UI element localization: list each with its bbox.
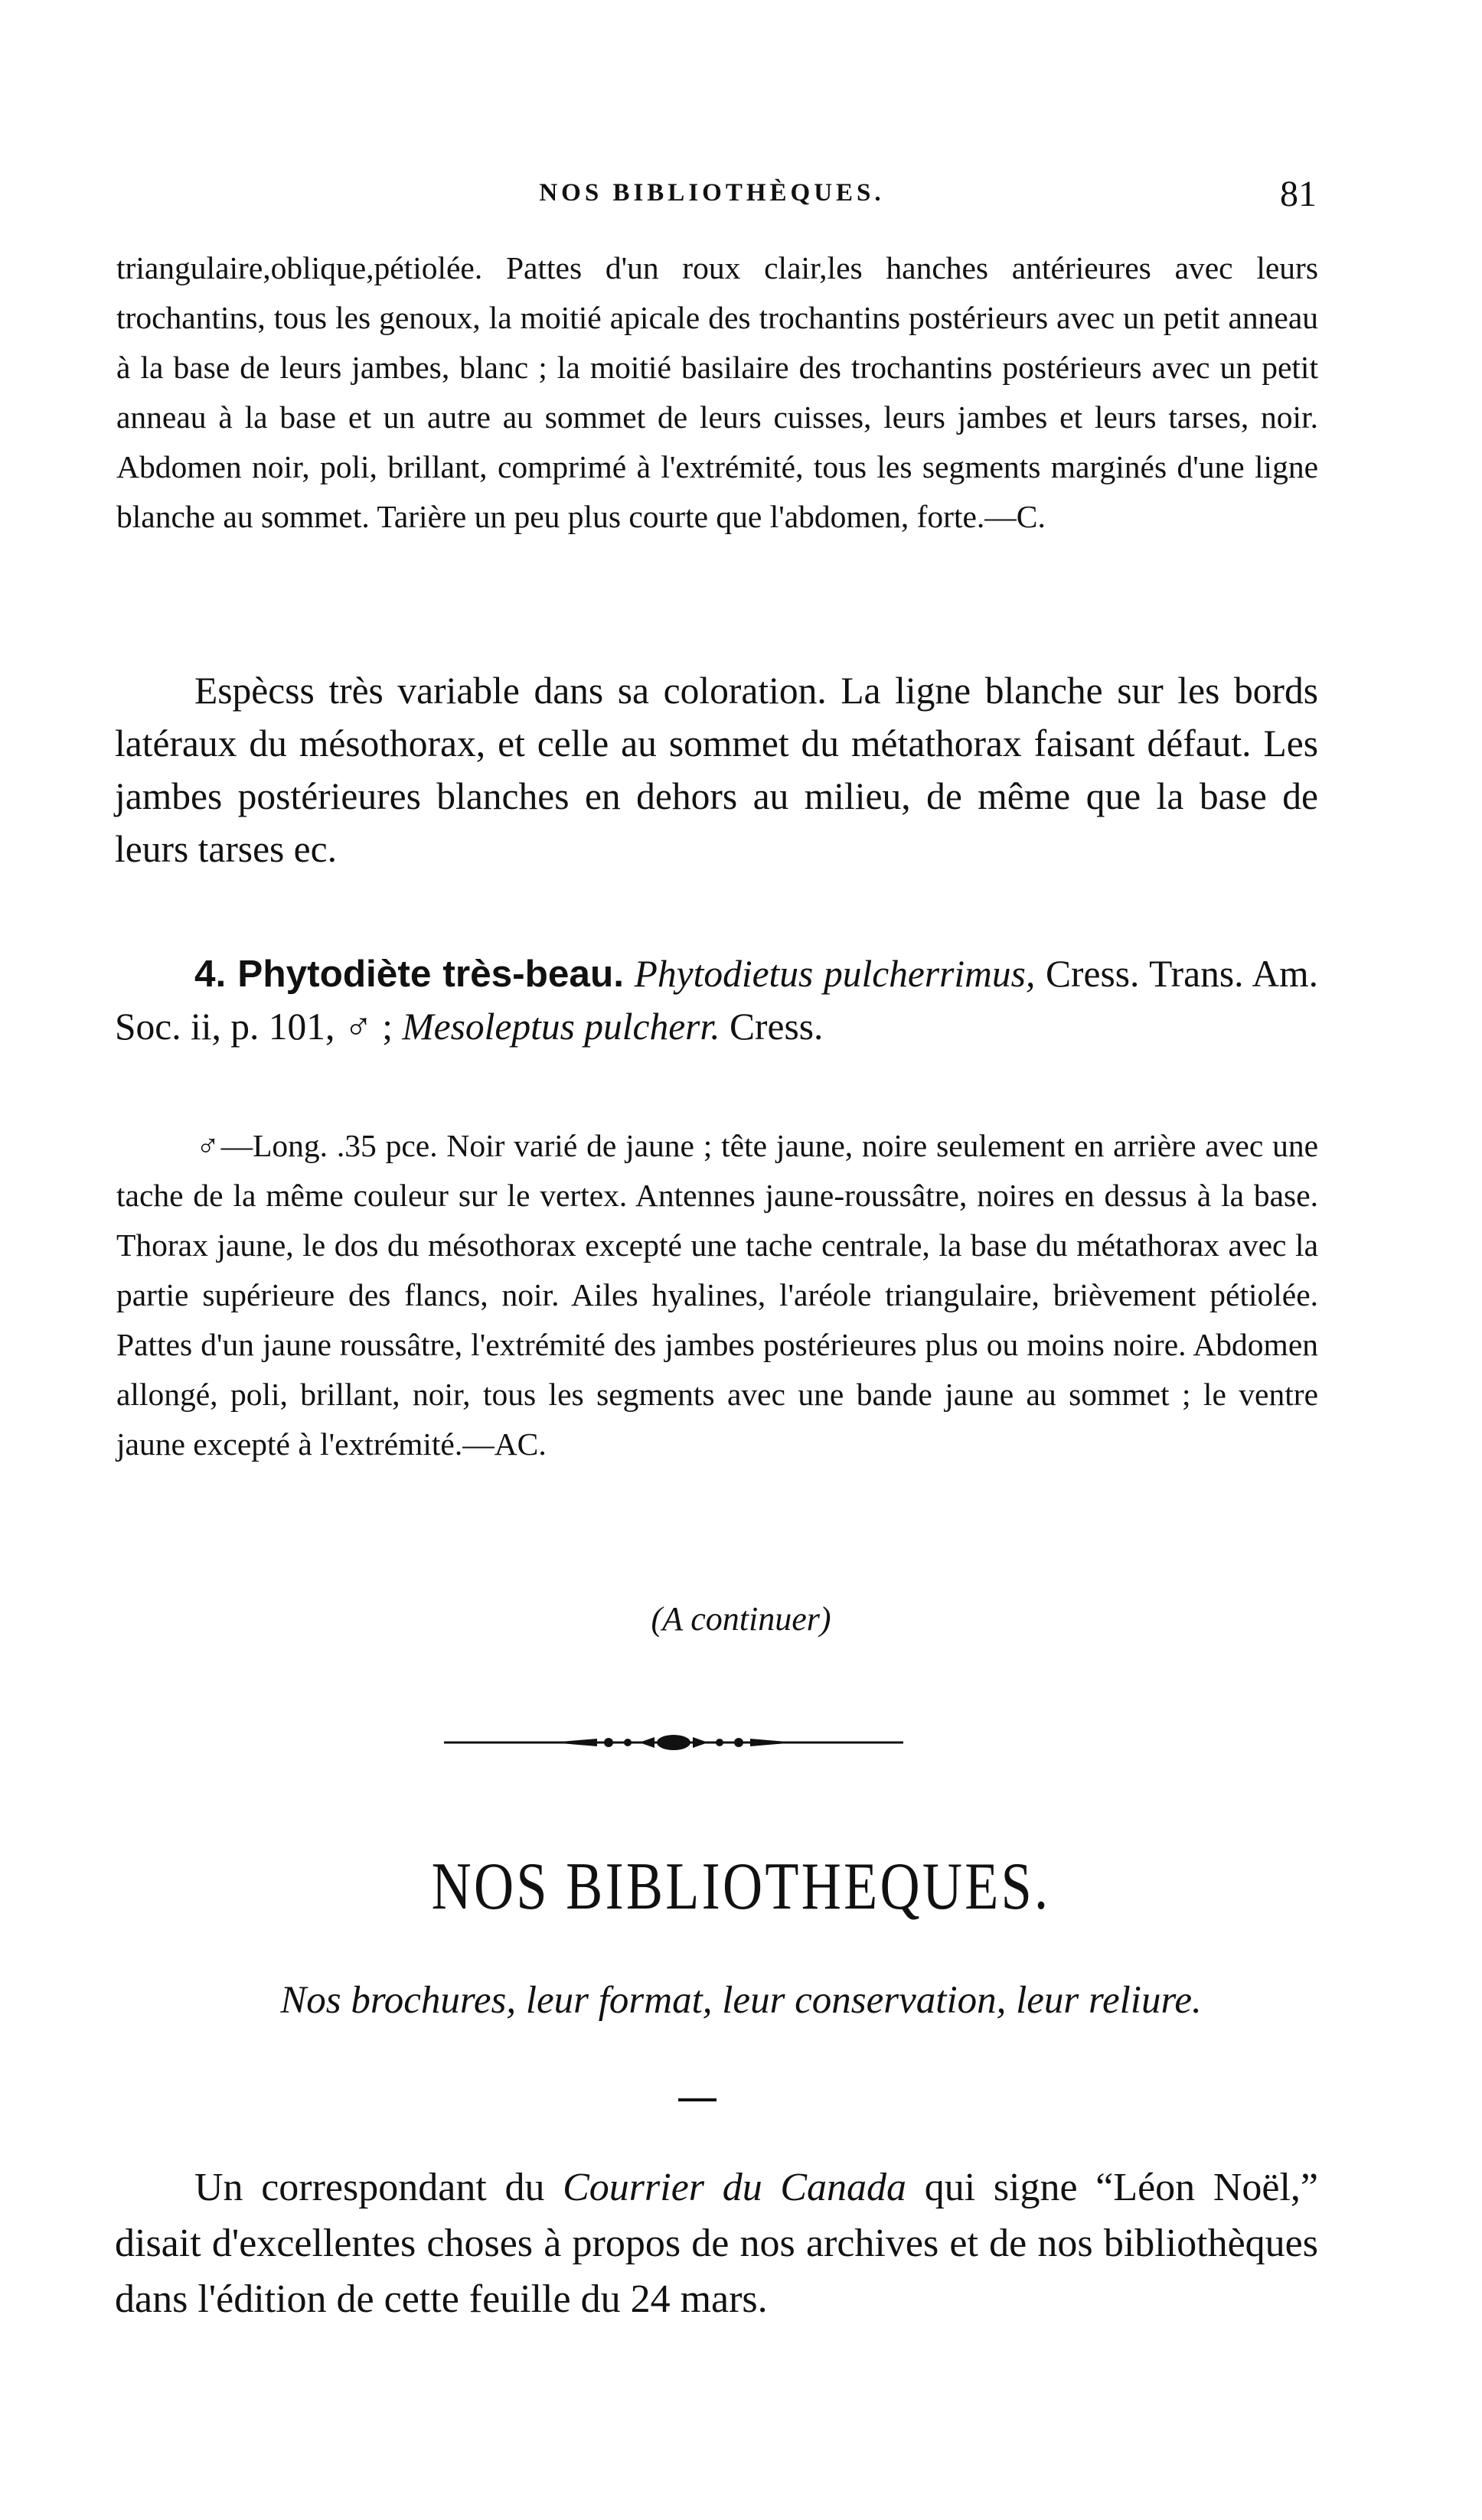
species-heading	[115, 947, 1318, 1053]
species-latin-name: Phytodietus pulcherrimus,	[634, 953, 1036, 995]
section-subtitle: Nos brochures, leur format, leur conservation, leur reliure.	[280, 1979, 1202, 2022]
running-head	[107, 173, 1317, 219]
section-intro-paragraph	[115, 2160, 1318, 2327]
intro-text-start: Un correspondant du	[194, 2166, 563, 2209]
to-be-continued: (A continuer)	[651, 1600, 831, 1638]
intro-text-end: qui signe “Léon Noël,” disait d'excellentes choses à propos de nos archives et de nos bibliothèques dans l'édition de cette feuille du 24 mars.	[115, 2166, 1319, 2321]
ornament-divider	[444, 1731, 903, 1754]
paragraph-variability: Espècss très variable dans sa coloration. La ligne blanche sur les bords latéraux du mésothorax, et celle au sommet du métathorax faisant défaut. Les jambes postérieures blanches en dehors au milieu, de même que la base de leurs tarses ec.	[115, 670, 1318, 870]
species-synonym: Mesoleptus pulcherr.	[402, 1006, 720, 1048]
species-reference: Cress. Trans. Am. Soc. ii, p. 101, ♂ ;	[115, 953, 1318, 1048]
running-head-title: NOS BIBLIOTHÈQUES.	[539, 179, 885, 207]
paragraph-male-description: ♂—Long. .35 pce. Noir varié de jaune ; tête jaune, noire seulement en arrière avec une tache de la même couleur sur le vertex. Antennes jaune-roussâtre, noires en dessus à la base. Thorax jaune, le dos du mésothorax excepté une tache centrale, la base du métathorax avec la partie supérieure des flancs, noir. Ailes hyalines, l'aréole triangulaire, brièvement pétiolée. Pattes d'un jaune roussâtre, l'extrémité des jambes postérieures plus ou moins noire. Abdomen allongé, poli, brillant, noir, tous les segments avec une bande jaune au sommet ; le ventre jaune excepté à l'extrémité.—AC.	[116, 1128, 1318, 1462]
paragraph-description-end: triangulaire,oblique,pétiolée. Pattes d'un roux clair,les hanches antérieures avec leurs trochantins, tous les genoux, la moitié apicale des trochantins postérieurs avec un petit anneau à la base de leurs jambes, blanc ; la moitié basilaire des trochantins postérieurs avec un petit anneau à la base et un autre au sommet de leurs cuisses, leurs jambes et leurs tarses, noir. Abdomen noir, poli, brillant, comprimé à l'extrémité, tous les segments marginés d'une ligne blanche au sommet. Tarière un peu plus courte que l'abdomen, forte.—C.	[116, 250, 1318, 534]
section-title: NOS BIBLIOTHEQUES.	[431, 1850, 1051, 1924]
species-author: Cress.	[729, 1006, 824, 1048]
newspaper-title: Courrier du Canada	[563, 2166, 907, 2209]
separator-dash	[678, 2098, 717, 2101]
species-name: 4. Phytodiète très-beau.	[194, 953, 624, 995]
page-number: 81	[1280, 174, 1317, 214]
